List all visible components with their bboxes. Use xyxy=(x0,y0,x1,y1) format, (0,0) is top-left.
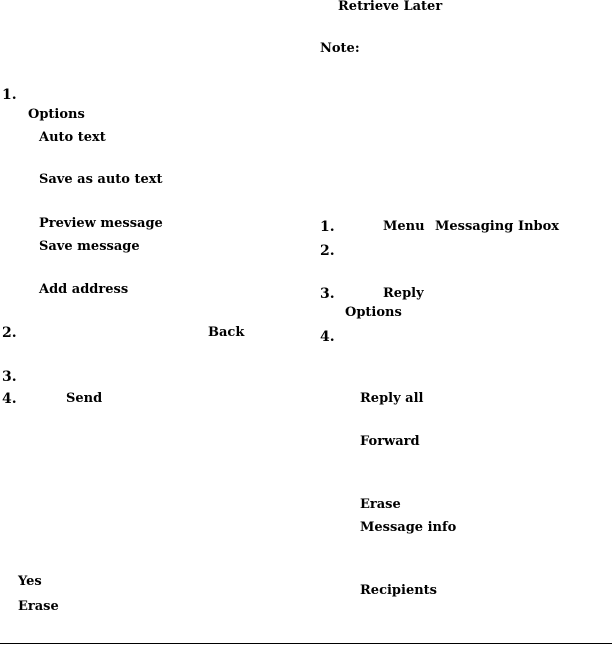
step-number-2: 2. xyxy=(320,243,335,259)
options-softkey-label: Options xyxy=(28,107,85,122)
confirm-yes-label: Yes xyxy=(18,574,42,589)
note-heading: Note: xyxy=(320,41,360,56)
back-softkey-label: Back xyxy=(208,325,245,340)
step-number-2: 2. xyxy=(2,325,17,341)
menu-item-preview-message: Preview message xyxy=(39,216,163,231)
path-inbox-label: Inbox xyxy=(518,219,560,234)
menu-item-forward: Forward xyxy=(360,434,420,449)
options-softkey-label: Options xyxy=(345,305,402,320)
step-number-4: 4. xyxy=(320,329,335,345)
menu-item-message-info: Message info xyxy=(360,520,457,535)
send-softkey-label: Send xyxy=(66,391,103,406)
menu-item-recipients: Recipients xyxy=(360,583,438,598)
menu-item-add-address: Add address xyxy=(39,282,129,297)
reply-softkey-label: Reply xyxy=(383,286,424,301)
step-number-3: 3. xyxy=(2,369,17,385)
menu-item-auto-text: Auto text xyxy=(39,130,106,145)
step-number-1: 1. xyxy=(320,219,335,235)
menu-item-save-message: Save message xyxy=(39,239,140,254)
menu-item-save-as-auto-text: Save as auto text xyxy=(39,172,163,187)
confirm-erase-label: Erase xyxy=(18,599,59,614)
page-bottom-rule xyxy=(0,643,612,644)
menu-item-erase: Erase xyxy=(360,497,401,512)
path-messaging-label: Messaging xyxy=(435,219,514,234)
step-number-1: 1. xyxy=(2,87,17,103)
menu-item-reply-all: Reply all xyxy=(360,391,424,406)
path-menu-label: Menu xyxy=(383,219,425,234)
step-number-3: 3. xyxy=(320,286,335,302)
step-number-4: 4. xyxy=(2,391,17,407)
retrieve-later-label: Retrieve Later xyxy=(338,0,443,14)
